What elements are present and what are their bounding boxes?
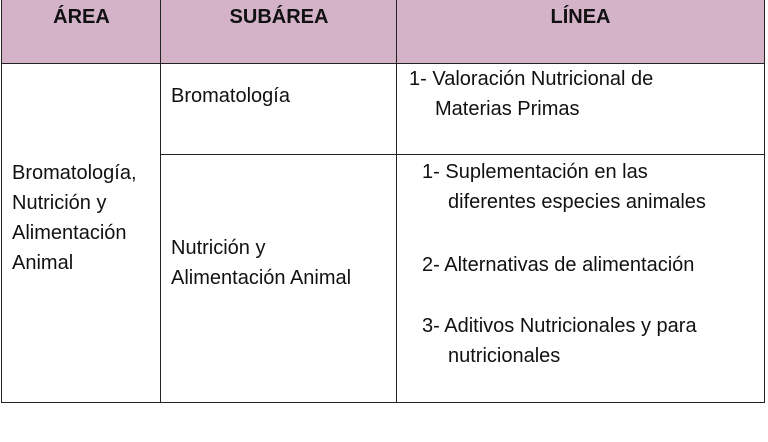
- table-header-row: [2, 0, 764, 64]
- linea-text: Valoración Nutricional de: [432, 68, 654, 90]
- area-line: Animal: [12, 252, 74, 274]
- header-subarea: SUBÁREA: [229, 6, 329, 28]
- area-line: Nutrición y: [12, 192, 107, 214]
- column-divider: [160, 64, 161, 402]
- linea-text: diferentes especies animales: [448, 191, 706, 213]
- linea-number: 2-: [422, 254, 440, 276]
- linea-text: Suplementación en las: [445, 161, 648, 183]
- linea-number: 1-: [422, 161, 440, 183]
- subarea-nutricion: [171, 233, 351, 293]
- research-lines-table: [1, 0, 765, 403]
- linea-item: [409, 64, 653, 124]
- area-cell: [12, 158, 137, 278]
- linea-number: 1-: [409, 68, 427, 90]
- linea-item: [422, 311, 697, 371]
- column-divider: [396, 64, 397, 402]
- linea-item: [422, 250, 694, 280]
- row-divider: [160, 154, 765, 155]
- area-line: Alimentación: [12, 222, 127, 244]
- header-linea: LÍNEA: [550, 6, 611, 28]
- linea-text: Aditivos Nutricionales y para: [444, 315, 697, 337]
- linea-text: Materias Primas: [435, 98, 580, 120]
- linea-item: [422, 157, 706, 217]
- subarea-bromatologia: [171, 81, 290, 111]
- area-line: Bromatología,: [12, 162, 137, 184]
- linea-number: 3-: [422, 315, 440, 337]
- header-area: ÁREA: [53, 6, 110, 28]
- subarea-line: Bromatología: [171, 85, 290, 107]
- linea-text: Alternativas de alimentación: [444, 254, 695, 276]
- linea-text: nutricionales: [448, 345, 561, 367]
- subarea-line: Nutrición y: [171, 237, 266, 259]
- subarea-line: Alimentación Animal: [171, 267, 352, 289]
